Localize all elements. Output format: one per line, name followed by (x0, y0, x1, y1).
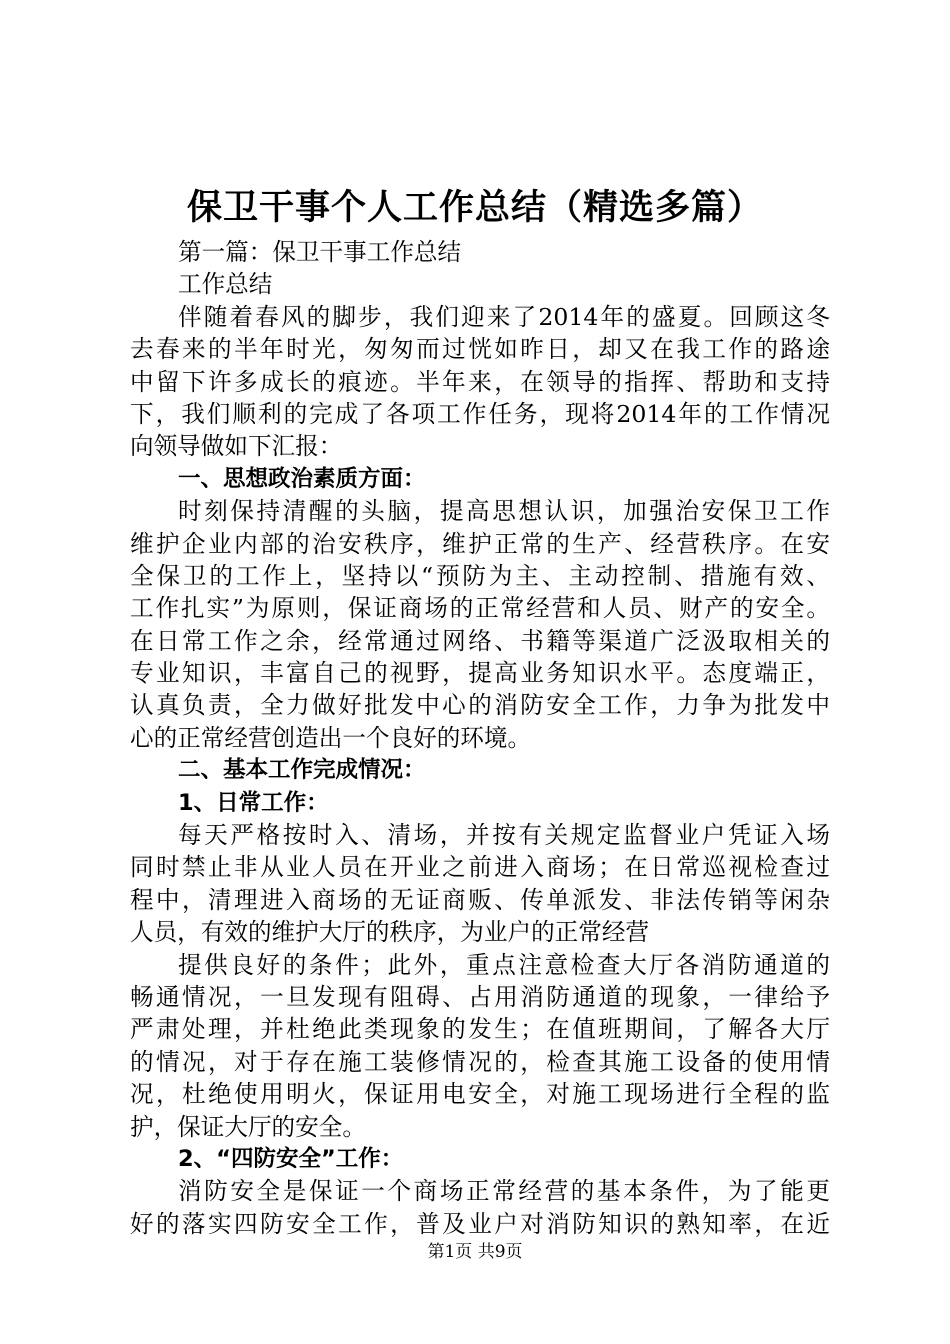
document-body (130, 236, 830, 1240)
paragraph-line: 护，保证大厅的安全。 (130, 1112, 366, 1141)
paragraph-line: 去春来的半年时光，匆匆而过恍如昨日，却又在我工作的路途 (130, 335, 830, 364)
paragraph-line: 每天严格按时入、清场，并按有关规定监督业户凭证入场 (178, 821, 830, 850)
document-title: 保卫干事个人工作总结（精选多篇） (186, 187, 763, 228)
paragraph-line: 心的正常经营创造出一个良好的环境。 (130, 723, 532, 752)
paragraph-line: 伴随着春风的脚步，我们迎来了2014年的盛夏。回顾这冬 (178, 302, 830, 331)
paragraph-line: 程中，清理进入商场的无证商贩、传单派发、非法传销等闲杂 (130, 885, 830, 914)
page-footer: 第1页 共9页 (427, 1242, 523, 1262)
paragraph-line: 时刻保持清醒的头脑，提高思想认识，加强治安保卫工作 (178, 497, 830, 526)
paragraph-line: 同时禁止非从业人员在开业之前进入商场；在日常巡视检查过 (130, 853, 830, 882)
paragraph-line: 的情况，对于存在施工装修情况的，检查其施工设备的使用情 (130, 1047, 830, 1076)
paragraph-line: 下，我们顺利的完成了各项工作任务，现将2014年的工作情况 (130, 399, 830, 428)
paragraph-line: 提供良好的条件；此外，重点注意检查大厅各消防通道的 (178, 950, 830, 979)
paragraph-line: 人员，有效的维护大厅的秩序，为业户的正常经营 (130, 918, 650, 947)
paragraph-line: 严肃处理，并杜绝此类现象的发生；在值班期间，了解各大厅 (130, 1015, 830, 1044)
paragraph-line: 中留下许多成长的痕迹。半年来，在领导的指挥、帮助和支持 (130, 367, 830, 396)
paragraph-line: 工作总结 (178, 270, 273, 299)
section-heading: 一、思想政治素质方面： (178, 465, 426, 492)
paragraph-line: 第一篇：保卫干事工作总结 (178, 238, 462, 266)
paragraph-line: 认真负责，全力做好批发中心的消防安全工作，力争为批发中 (130, 691, 830, 720)
paragraph-line: 全保卫的工作上，坚持以“预防为主、主动控制、措施有效、 (130, 561, 830, 590)
paragraph-line: 工作扎实”为原则，保证商场的正常经营和人员、财产的安全。 (130, 594, 830, 623)
paragraph-line: 消防安全是保证一个商场正常经营的基本条件，为了能更 (178, 1177, 830, 1206)
section-heading: 2、“四防安全”工作： (178, 1145, 404, 1172)
section-heading: 1、日常工作： (178, 789, 329, 816)
section-heading: 二、基本工作完成情况： (178, 757, 426, 784)
paragraph-line: 维护企业内部的治安秩序，维护正常的生产、经营秩序。在安 (130, 529, 830, 558)
paragraph-line: 畅通情况，一旦发现有阻碍、占用消防通道的现象，一律给予 (130, 982, 830, 1011)
paragraph-line: 在日常工作之余，经常通过网络、书籍等渠道广泛汲取相关的 (130, 626, 830, 655)
paragraph-line: 好的落实四防安全工作，普及业户对消防知识的熟知率，在近 (130, 1209, 830, 1238)
paragraph-line: 况，杜绝使用明火，保证用电安全，对施工现场进行全程的监 (130, 1080, 830, 1109)
paragraph-line: 专业知识，丰富自己的视野，提高业务知识水平。态度端正， (130, 659, 830, 688)
paragraph-line: 向领导做如下汇报： (130, 432, 343, 461)
